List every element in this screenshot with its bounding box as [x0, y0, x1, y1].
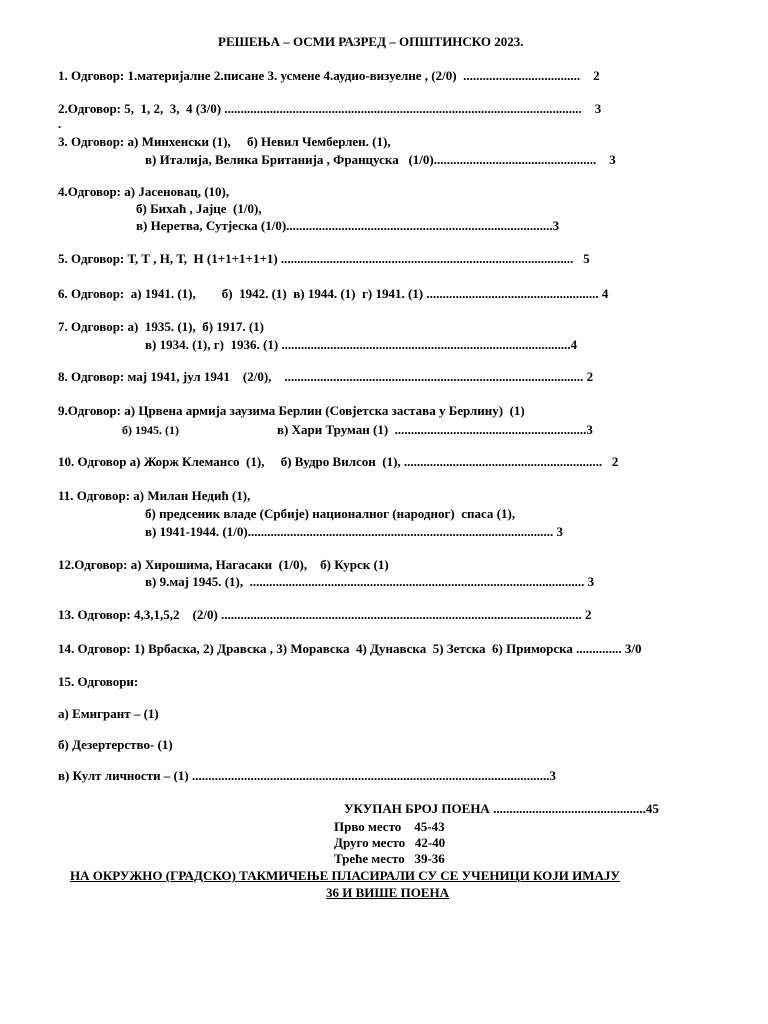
answer-15-b: б) Дезертерство- (1)	[58, 737, 173, 752]
answer-9-part-c: в) Хари Труман (1) ...........................................................3	[277, 422, 593, 437]
answer-11-line-2: б) предсеник владе (Србије) националног (народног) спаса (1),	[145, 506, 516, 521]
answer-2-mark: .	[58, 116, 62, 131]
qualification-note-line-2: 36 И ВИШЕ ПОЕНА	[326, 885, 449, 900]
qualification-note-line-1: НА ОКРУЖНО (ГРАДСКО) ТАКМИЧЕЊЕ ПЛАСИРАЛИ СУ СЕ УЧЕНИЦИ КОЈИ ИМАЈУ	[70, 868, 620, 883]
answer-5: 5. Одговор: Т, Т , Н, Т, Н (1+1+1+1+1) .......................................................................................... 5	[58, 251, 590, 266]
answer-10: 10. Одговор а) Жорж Клемансо (1), б) Вудро Вилсон (1), ............................................................. 2	[58, 454, 619, 469]
answer-1: 1. Одговор: 1.материјалне 2.писане 3. усмене 4.аудио-визуелне , (2/0) .................................... 2	[58, 68, 600, 83]
answer-15-heading: 15. Одговори:	[58, 674, 139, 689]
third-place: Треће место 39-36	[334, 851, 445, 866]
answer-9-part-b: б) 1945. (1)	[122, 423, 179, 437]
answer-7-line-2: в) 1934. (1), г) 1936. (1) .........................................................................................4	[145, 337, 578, 352]
answer-7-line-1: 7. Одговор: а) 1935. (1), б) 1917. (1)	[58, 319, 264, 334]
answer-4-line-3: в) Неретва, Сутјеска (1/0)..................................................................................3	[136, 218, 560, 233]
answer-15-a: а) Емигрант – (1)	[58, 706, 159, 721]
answer-3-line-2: в) Италија, Велика Британија , Француска (1/0).................................................. 3	[145, 152, 616, 167]
answer-3-line-1: 3. Одговор: а) Минхенски (1), б) Невил Чемберлен. (1),	[58, 134, 391, 149]
answer-11-line-1: 11. Одговор: а) Милан Недић (1),	[58, 488, 251, 503]
first-place: Прво место 45-43	[334, 819, 445, 834]
answer-14: 14. Одговор: 1) Врбаска, 2) Дравска , 3) Моравска 4) Дунавска 5) Зетска 6) Приморска .............. 3/0	[58, 641, 642, 656]
answer-12-line-1: 12.Одговор: а) Хирошима, Нагасаки (1/0), б) Курск (1)	[58, 557, 389, 572]
total-points: УКУПАН БРОЈ ПОЕНА ...............................................45	[344, 801, 659, 816]
answer-15-c: в) Култ личности – (1) ..............................................................................................................3	[58, 768, 556, 783]
answer-6: 6. Одговор: а) 1941. (1), б) 1942. (1) в) 1944. (1) г) 1941. (1) ..................................................... 4	[58, 286, 609, 301]
answer-4-line-2: б) Бихаћ , Јајце (1/0),	[136, 201, 262, 216]
answer-4-line-1: 4.Одговор: а) Јасеновац, (10),	[58, 184, 230, 199]
answer-9-line-1: 9.Одговор: а) Црвена армија заузима Берлин (Совјетска застава у Берлину) (1)	[58, 403, 525, 418]
answer-13: 13. Одговор: 4,3,1,5,2 (2/0) ............................................................................................................... 2	[58, 607, 592, 622]
answer-11-line-3: в) 1941-1944. (1/0).............................................................................................. 3	[145, 524, 563, 539]
second-place: Друго место 42-40	[334, 835, 446, 850]
answer-12-line-2: в) 9.мај 1945. (1), ....................................................................................................... 3	[145, 574, 595, 589]
answer-8: 8. Одговор: мај 1941, јул 1941 (2/0), ............................................................................................ 2	[58, 369, 594, 384]
answer-2: 2.Одговор: 5, 1, 2, 3, 4 (3/0) .............................................................................................................. 3	[58, 101, 602, 116]
page-title: РЕШЕЊА – ОСМИ РАЗРЕД – ОПШТИНСКО 2023.	[218, 34, 524, 49]
